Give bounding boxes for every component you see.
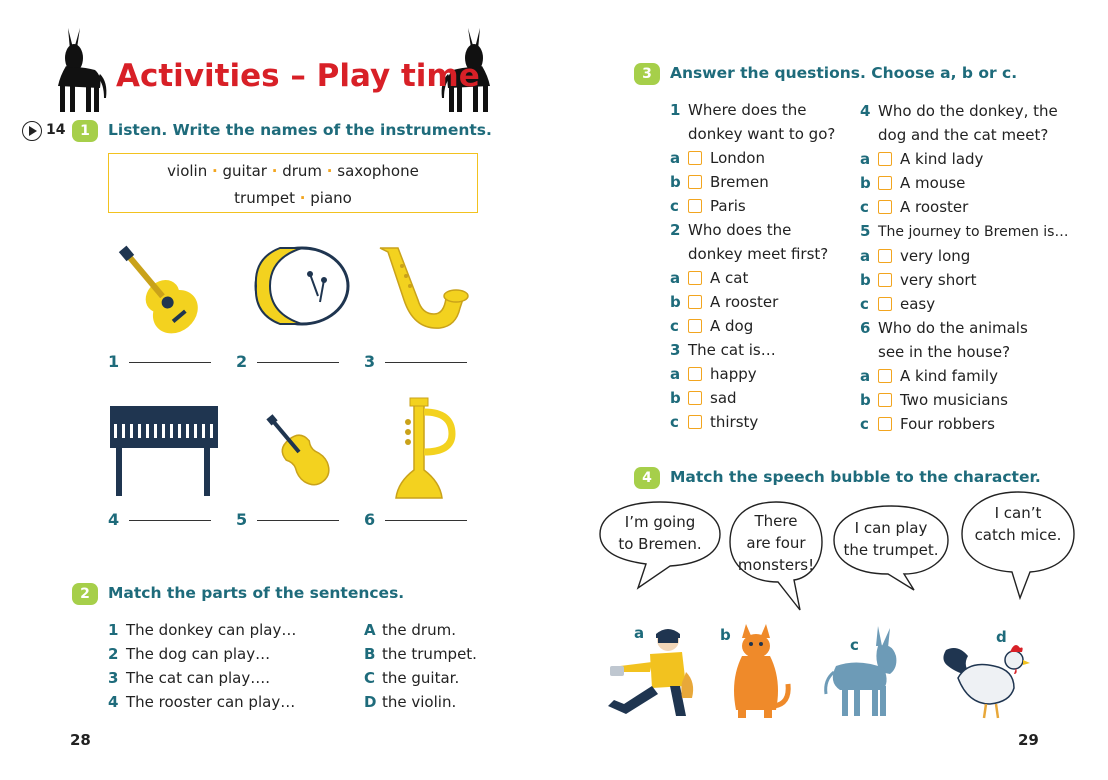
audio-track-number: 14: [46, 122, 66, 138]
character-label-c: c: [850, 636, 859, 654]
list-item: 1 The donkey can play…: [108, 621, 297, 639]
answer-checkbox[interactable]: [688, 367, 702, 381]
sentence-endings: [364, 618, 477, 714]
list-item: D the violin.: [364, 693, 457, 711]
option[interactable]: c Paris: [670, 197, 746, 215]
word-bank-line-1: violin · guitar · drum · saxophone: [167, 162, 419, 180]
section-3-heading: Answer the questions. Choose a, b or c.: [670, 64, 1018, 82]
page-title: Activities – Play time: [116, 58, 480, 94]
answer-checkbox[interactable]: [688, 199, 702, 213]
answer-checkbox[interactable]: [688, 151, 702, 165]
option[interactable]: a A cat: [670, 269, 749, 287]
page-number-left: 28: [70, 731, 91, 749]
questions-col-1: 1 Where does the donkey want to go? a London b Bremen c Paris 2 Who does the donkey meet first? a A cat b A rooster c A dog 3 The cat is… a happy b sad c thirsty: [670, 98, 835, 434]
instrument-slot-2[interactable]: 2: [236, 352, 339, 371]
question-5: 5 The journey to Bremen is…: [860, 222, 1069, 240]
speech-bubble-4-text: I can’t catch mice.: [974, 504, 1062, 544]
donkey-silhouette-left-icon: [40, 26, 112, 116]
option[interactable]: a London: [670, 149, 765, 167]
option[interactable]: c A rooster: [860, 198, 969, 216]
option[interactable]: b Two musicians: [860, 391, 1008, 409]
answer-line[interactable]: [129, 520, 211, 521]
option[interactable]: c Four robbers: [860, 415, 995, 433]
drum-icon: [240, 244, 352, 330]
robber-icon[interactable]: [600, 622, 704, 720]
answer-checkbox[interactable]: [878, 273, 892, 287]
question-4: 4 Who do the donkey, the: [860, 102, 1058, 120]
question-6: 6 Who do the animals: [860, 319, 1028, 337]
answer-checkbox[interactable]: [878, 249, 892, 263]
list-item: C the guitar.: [364, 669, 460, 687]
section-4-heading: Match the speech bubble to the character.: [670, 468, 1041, 486]
option[interactable]: b Bremen: [670, 173, 769, 191]
instrument-slot-3[interactable]: 3: [364, 352, 467, 371]
answer-checkbox[interactable]: [688, 415, 702, 429]
answer-checkbox[interactable]: [688, 319, 702, 333]
guitar-icon: [102, 236, 214, 346]
character-label-b: b: [720, 626, 731, 644]
option[interactable]: b A rooster: [670, 293, 779, 311]
instrument-slot-6[interactable]: 6: [364, 510, 467, 529]
section-2-badge: 2: [72, 583, 98, 605]
list-item: 2 The dog can play…: [108, 645, 271, 663]
answer-checkbox[interactable]: [688, 271, 702, 285]
word-bank: [108, 153, 478, 213]
option[interactable]: c A dog: [670, 317, 754, 335]
option[interactable]: c easy: [860, 295, 936, 313]
audio-play-button[interactable]: [22, 121, 42, 141]
answer-checkbox[interactable]: [878, 152, 892, 166]
list-item: B the trumpet.: [364, 645, 477, 663]
answer-line[interactable]: [385, 520, 467, 521]
answer-checkbox[interactable]: [688, 295, 702, 309]
questions-col-2: 4 Who do the donkey, the dog and the cat meet? a A kind lady b A mouse c A rooster 5 The journey to Bremen is… a very long b very short c easy 6 Who do the animals see in the house? a A kind family b Two musicians c Four robbers: [860, 99, 1068, 436]
answer-checkbox[interactable]: [688, 391, 702, 405]
donkey-icon[interactable]: [818, 624, 922, 720]
answer-line[interactable]: [257, 520, 339, 521]
instrument-slot-4[interactable]: 4: [108, 510, 211, 529]
list-item: 3 The cat can play….: [108, 669, 270, 687]
instrument-slot-1[interactable]: 1: [108, 352, 211, 371]
saxophone-icon: [374, 242, 470, 342]
answer-checkbox[interactable]: [878, 297, 892, 311]
list-item: A the drum.: [364, 621, 456, 639]
violin-icon: [254, 406, 344, 498]
answer-checkbox[interactable]: [688, 175, 702, 189]
option[interactable]: a happy: [670, 365, 757, 383]
character-label-d: d: [996, 628, 1007, 646]
question-3: 3 The cat is…: [670, 341, 776, 359]
trumpet-icon: [390, 394, 460, 502]
option[interactable]: b very short: [860, 271, 977, 289]
character-label-a: a: [634, 624, 645, 642]
section-4-badge: 4: [634, 467, 660, 489]
speech-bubble-3-text: I can play the trumpet.: [843, 519, 939, 559]
answer-line[interactable]: [385, 362, 467, 363]
answer-checkbox[interactable]: [878, 393, 892, 407]
section-2-heading: Match the parts of the sentences.: [108, 584, 405, 602]
rooster-icon[interactable]: [938, 640, 1034, 720]
cat-icon[interactable]: [716, 620, 792, 722]
sentence-starts: [108, 618, 296, 714]
list-item: 4 The rooster can play…: [108, 693, 296, 711]
question-2: 2 Who does the: [670, 221, 792, 239]
question-1: 1 Where does the: [670, 101, 807, 119]
word-bank-line-2: trumpet · piano: [234, 189, 352, 207]
play-icon: [29, 126, 37, 136]
answer-line[interactable]: [257, 362, 339, 363]
option[interactable]: b A mouse: [860, 174, 966, 192]
section-3-badge: 3: [634, 63, 660, 85]
piano-icon: [108, 404, 220, 498]
speech-bubble-1-text: I’m going to Bremen.: [618, 513, 702, 553]
instrument-slot-5[interactable]: 5: [236, 510, 339, 529]
answer-checkbox[interactable]: [878, 200, 892, 214]
section-1-badge: 1: [72, 120, 98, 142]
section-1-heading: Listen. Write the names of the instruments.: [108, 121, 492, 139]
answer-checkbox[interactable]: [878, 417, 892, 431]
page-number-right: 29: [1018, 731, 1039, 749]
option[interactable]: c thirsty: [670, 413, 759, 431]
speech-bubble-2-text: There are four monsters!: [737, 512, 815, 574]
answer-checkbox[interactable]: [878, 176, 892, 190]
option[interactable]: a very long: [860, 247, 971, 265]
option[interactable]: a A kind lady: [860, 150, 984, 168]
option[interactable]: a A kind family: [860, 367, 998, 385]
answer-checkbox[interactable]: [878, 369, 892, 383]
answer-line[interactable]: [129, 362, 211, 363]
option[interactable]: b sad: [670, 389, 737, 407]
